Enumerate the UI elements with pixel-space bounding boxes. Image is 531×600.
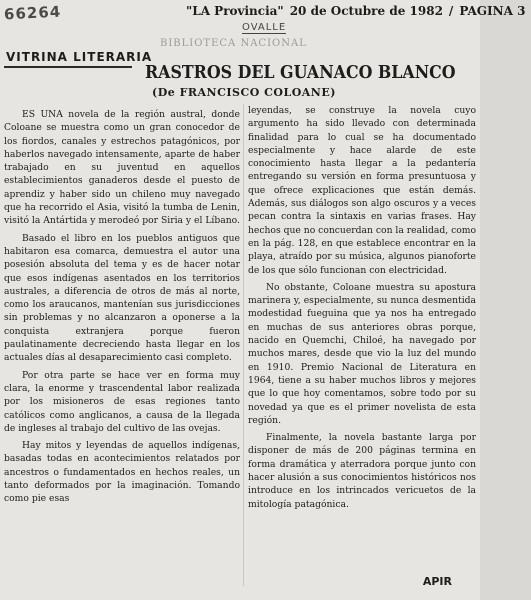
page-number: PAGINA 3 xyxy=(459,4,526,18)
column-divider xyxy=(243,104,244,586)
paragraph: Hay mitos y leyendas de aquellos indígenas, basadas todas en acontecimientos relatados por ancestros o fundamentados en hechos reales, un tanto deformados por la imaginación. Tomando como pie esas xyxy=(4,440,240,505)
article-column-left xyxy=(4,108,240,510)
paragraph: Basado el libro en los pueblos antiguos que habitaron esa comarca, demuestra el autor una posesión absoluta del tema y es de hacer notar que esos indígenas asentados en los territorios australes, a diferencia de otros de más al norte, como los araucanos, mantenían sus jurisdicciones sin problemas y no alcanzaron a oponerse a la conquista extranjera porque fueron paulatinamente decreciendo hasta llegar en los actuales días al desaparecimiento casi completo. xyxy=(4,232,240,364)
article-column-right xyxy=(248,104,476,515)
handwritten-catalog-number: 66264 xyxy=(3,2,62,24)
section-label: VITRINA LITERARIA xyxy=(6,50,153,64)
publication-line xyxy=(186,4,526,18)
paragraph: Finalmente, la novela bastante larga por disponer de más de 200 páginas termina en forma dramática y aterradora porque junto con hacer alusión a sus conocimientos históricos nos introduce en los intrincados vericuetos de la mitología patagónica. xyxy=(248,432,476,510)
article-title: RASTROS DEL GUANACO BLANCO xyxy=(145,62,456,83)
bleedthrough-text: BIBLIOTECA NACIONAL xyxy=(160,38,307,49)
article-byline: (De FRANCISCO COLOANE) xyxy=(152,86,336,99)
paragraph: Por otra parte se hace ver en forma muy clara, la enorme y trascendental labor realizada por los misioneros de esas regiones tanto católicos como anglicanos, a causa de la llegada de ingleses al trabajo del cultivo de las ovejas. xyxy=(4,369,240,434)
paragraph: ES UNA novela de la región austral, donde Coloane se muestra como un gran conocedor de los fiordos, canales y estrechos patagónicos, por haberlos navegado intensamente, aparte de haber trabajado en su juventud en aquellos establecimientos ganaderos desde el puesto de aprendiz y haber sido un chileno muy navegado que ha recorrido el Asia, visitó la tumba de Lenin, visitó la Antártida y merodeó por Siria y el Líbano. xyxy=(4,109,240,227)
paragraph: leyendas, se construye la novela cuyo argumento ha sido llevado con determinada finalidad para lo cual se ha documentado especialmente y hace alarde de este conocimiento hasta llegar a la pedantería entregando su versión en forma presuntuosa y que ofrece explicaciones que están demás. Además, sus diálogos son algo oscuros y a veces pecan contra la sintaxis en varias frases. Hay hechos que no concuerdan con la realidad, como en la pág. 128, en que establece encontrar en la playa, atraído por su música, algunos pianoforte de los que sólo funcionan con electricidad. xyxy=(248,105,476,276)
city-stamp: OVALLE xyxy=(242,22,287,33)
date-separator: / xyxy=(448,4,454,18)
publication-date: 20 de Octubre de 1982 xyxy=(289,4,443,18)
author-signature: APIR xyxy=(422,575,452,588)
section-rule xyxy=(4,66,132,68)
publication-name: "LA Provincia" xyxy=(186,4,284,18)
paragraph: No obstante, Coloane muestra su apostura marinera y, especialmente, su nunca desmentida modestidad fueguina que ya nos ha entregado en muchas de sus anteriores obras porque, nacido en Quemchi, Chiloé, ha navegado por muchos mares, desde que vio la luz del mundo en 1910. Premio Nacional de Literatura en 1964, tiene a su haber muchos libros y mejores que lo que hoy comentamos, sobre todo por su novedad ya que es el primer novelista de esta región. xyxy=(248,281,476,426)
